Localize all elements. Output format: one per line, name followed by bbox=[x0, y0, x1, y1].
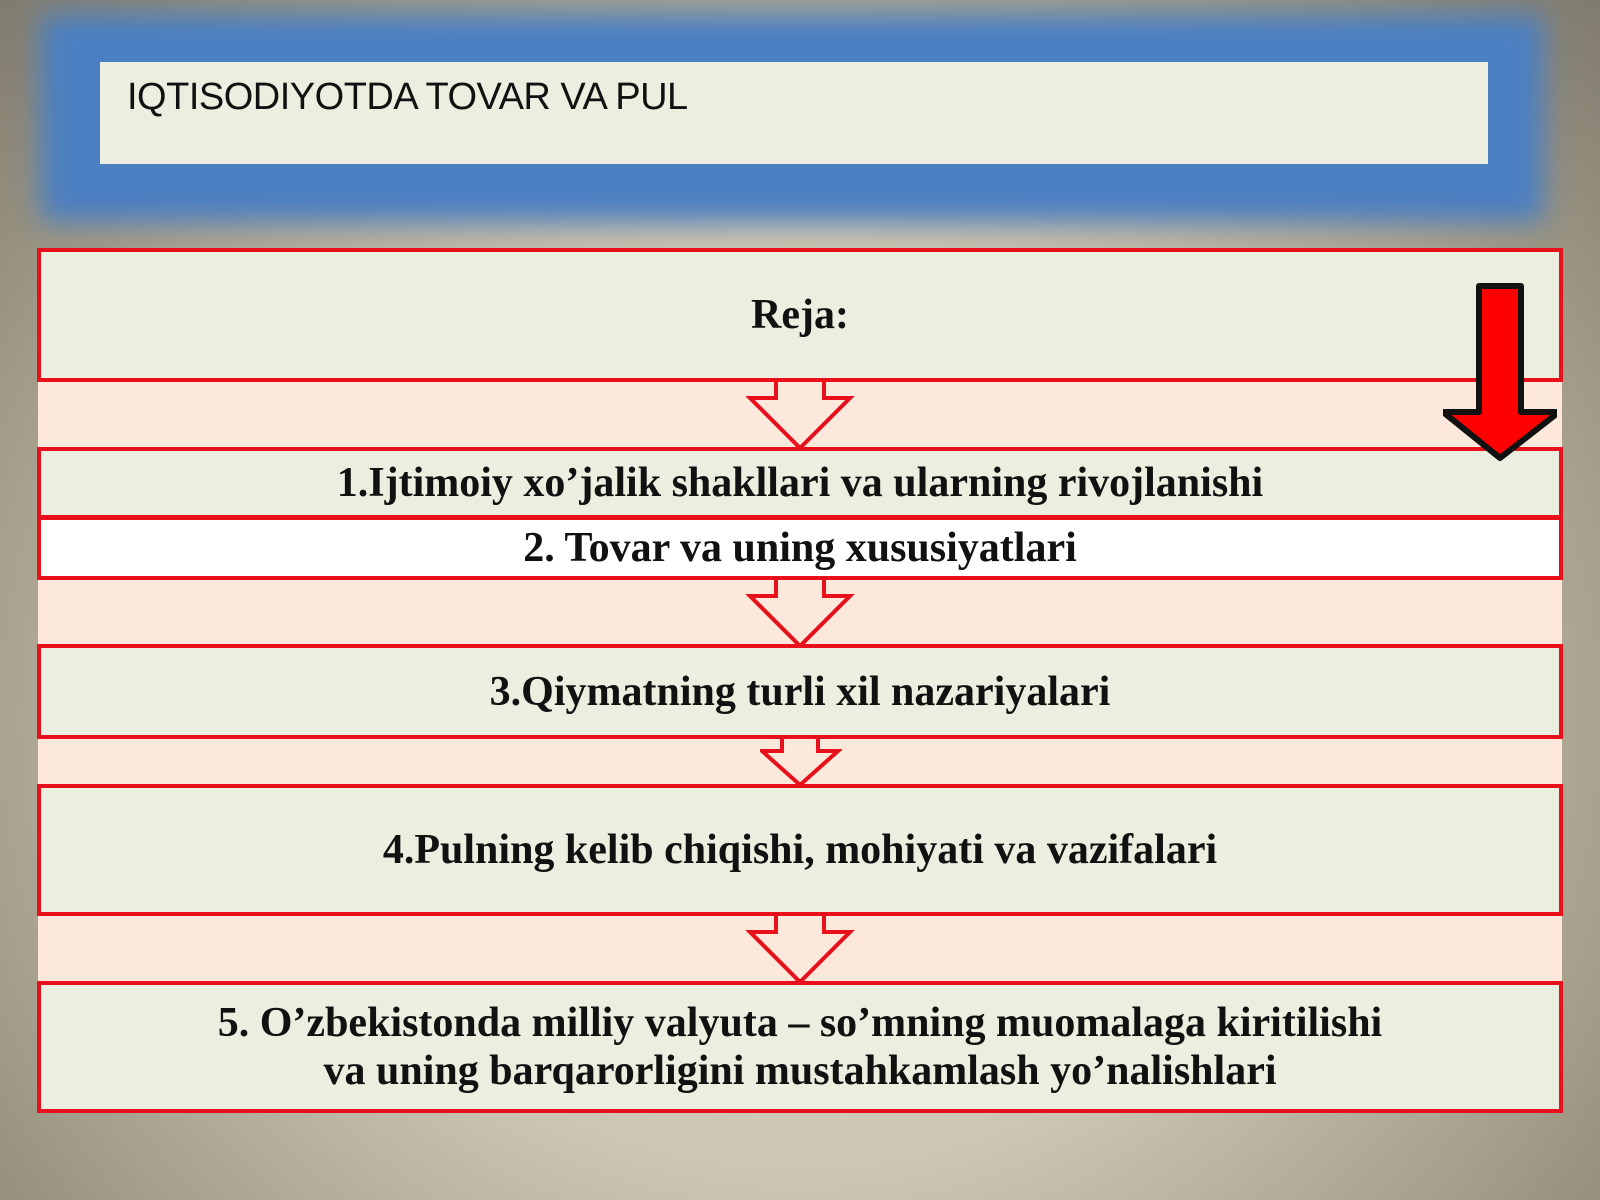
down-arrow-icon bbox=[760, 737, 842, 789]
down-arrow-icon bbox=[746, 914, 856, 986]
plan-item-2: 2. Tovar va uning xususiyatlari bbox=[523, 525, 1077, 571]
down-arrow-icon bbox=[746, 578, 856, 650]
plan-item-5-line-2: va uning barqarorligini mustahkamlash yo’nalishlari bbox=[323, 1048, 1277, 1094]
plan-item-3-box bbox=[37, 644, 1563, 739]
plan-item-2-box bbox=[37, 516, 1563, 580]
plan-heading-box bbox=[37, 248, 1563, 382]
plan-item-5-box bbox=[37, 981, 1563, 1113]
plan-item-4-box bbox=[37, 784, 1563, 916]
title-box bbox=[100, 62, 1488, 164]
plan-item-4: 4.Pulning kelib chiqishi, mohiyati va vazifalari bbox=[382, 827, 1218, 873]
plan-item-3: 3.Qiymatning turli xil nazariyalari bbox=[489, 668, 1111, 715]
big-red-down-arrow-icon bbox=[1443, 282, 1557, 464]
slide-title: IQTISODIYOTDA TOVAR VA PUL bbox=[127, 76, 688, 118]
plan-heading: Reja: bbox=[751, 292, 849, 338]
plan-item-5-line-1: 5. O’zbekistonda milliy valyuta – so’mning muomalaga kiritilishi bbox=[217, 1000, 1383, 1046]
plan-item-1-box bbox=[37, 447, 1563, 519]
down-arrow-icon bbox=[746, 380, 856, 452]
plan-item-1: 1.Ijtimoiy xo’jalik shakllari va ularning rivojlanishi bbox=[336, 460, 1264, 506]
